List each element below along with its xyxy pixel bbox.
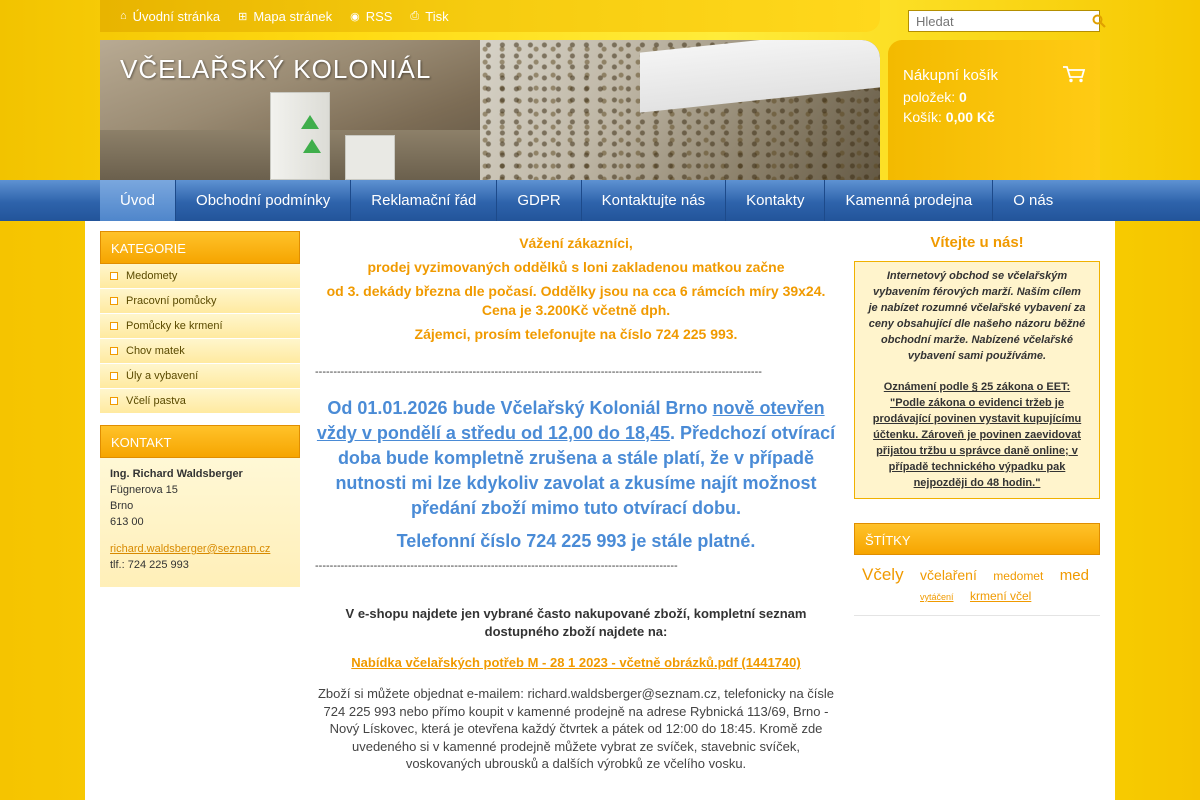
bullet-icon — [110, 347, 118, 355]
tag-link[interactable]: krmení včel — [969, 589, 1032, 603]
info-box — [854, 261, 1100, 499]
notice-text: Od 01.01.2026 bude Včelařský Koloniál Brno — [327, 398, 713, 418]
pdf-download-link[interactable]: Nabídka včelařských potřeb M - 28 1 2023 - včetně obrázků.pdf (1441740) — [351, 655, 801, 670]
bullet-icon — [110, 272, 118, 280]
tag-link[interactable]: vytáčení — [920, 592, 954, 602]
eshop-note: V e-shopu najdete jen vybrané často nakupované zboží, kompletní seznam dostupného zboží najdete na: — [345, 606, 807, 639]
cart-items-value: 0 — [959, 89, 967, 105]
nav-item-obchodni-podminky[interactable]: Obchodní podmínky — [176, 180, 351, 221]
toplink-print[interactable] — [410, 9, 448, 24]
contact-email-link[interactable]: richard.waldsberger@seznam.cz — [110, 543, 271, 555]
category-label: Pomůcky ke krmení — [126, 320, 223, 332]
tags-title: ŠTÍTKY — [854, 523, 1100, 555]
info-text: Internetový obchod se včelařským vybavením férových marží. Naším cílem je nabízet rozumné včelařské vybavení za ceny obsahující dle našeho názoru běžné obchodní marže. Nabízené včelařské vybavení sami používáme. — [868, 270, 1086, 362]
category-item-medomety[interactable] — [100, 264, 300, 289]
categories-title: KATEGORIE — [100, 231, 300, 264]
contact-box — [100, 458, 300, 587]
bullet-icon — [110, 397, 118, 405]
rss-icon: ◉ — [350, 10, 360, 23]
header-banner — [100, 40, 880, 180]
bullet-icon — [110, 372, 118, 380]
category-label: Chov matek — [126, 345, 185, 357]
category-item-pomucky-ke-krmeni[interactable] — [100, 314, 300, 339]
category-label: Úly a vybavení — [126, 370, 199, 382]
bullet-icon — [110, 297, 118, 305]
category-label: Medomety — [126, 270, 178, 282]
nav-item-kontaktujte-nas[interactable]: Kontaktujte nás — [582, 180, 726, 221]
tag-link[interactable]: medomet — [993, 569, 1044, 583]
contact-street: Fügnerova 15 — [110, 484, 178, 496]
nav-item-gdpr[interactable]: GDPR — [497, 180, 581, 221]
shopping-cart[interactable] — [888, 40, 1100, 180]
toplink-label: Tisk — [425, 8, 449, 24]
toplink-label: RSS — [365, 8, 393, 24]
category-item-pracovni-pomucky[interactable] — [100, 289, 300, 314]
search-box — [908, 10, 1100, 32]
contact-name: Ing. Richard Waldsberger — [110, 468, 243, 480]
toplink-sitemap[interactable] — [238, 9, 332, 24]
order-info: Zboží si můžete objednat e-mailem: richard.waldsberger@seznam.cz, telefonicky na čísle 724 225 993 nebo přímo koupit v kamenné prodejně na adrese Rybnická 113/69, Brno - Nový Lískovec, která je otevřena každý čtvrtek a pátek od 12:00 do 18:45. Kromě zde uvedeného si v kamenné prodejně můžete vybrat ze svíček, stavebnic svíček, voskovaných ubrousků a dalších výrobků ze včelího vosku. — [317, 686, 835, 771]
category-label: Pracovní pomůcky — [126, 295, 217, 307]
nav-item-uvod[interactable]: Úvod — [100, 180, 176, 221]
contact-phone: tlf.: 724 225 993 — [110, 559, 189, 571]
category-item-vceli-pastva[interactable] — [100, 389, 300, 414]
greeting: Vážení zákazníci, — [519, 235, 633, 251]
announcement-line: Zájemci, prosím telefonujte na číslo 724 225 993. — [414, 326, 738, 342]
welcome-heading: Vítejte u nás! — [930, 234, 1024, 251]
category-label: Včelí pastva — [126, 395, 186, 407]
toplink-label: Úvodní stránka — [132, 8, 221, 24]
opening-hours-notice — [315, 396, 837, 521]
cart-items-label: položek: — [903, 89, 956, 105]
search-input[interactable] — [909, 11, 1092, 31]
tag-link[interactable]: včelaření — [920, 567, 977, 583]
cart-items — [903, 89, 1100, 105]
cart-total — [903, 109, 1100, 125]
phone-notice: Telefonní číslo 724 225 993 je stále platné. — [396, 531, 756, 551]
toplink-home[interactable] — [120, 9, 220, 24]
main-content — [315, 231, 837, 773]
nav-item-reklamacni-rad[interactable]: Reklamační řád — [351, 180, 497, 221]
eet-notice: Oznámení podle § 25 zákona o EET: "Podle zákona o evidenci tržeb je prodávající povinen vystavit kupujícímu účtenku. Zároveň je povinen zaevidovat přijatou tržbu u správce daně online; v případě technického výpadku pak nejpozději do 48 hodin." — [872, 381, 1082, 489]
announcement-line: prodej vyzimovaných oddělků s loni zakladenou matkou začne — [367, 259, 785, 275]
cart-icon[interactable] — [1062, 65, 1086, 88]
cart-total-value: 0,00 Kč — [945, 109, 995, 125]
toplink-label: Mapa stránek — [253, 8, 333, 24]
contact-city: Brno — [110, 500, 134, 512]
home-icon: ⌂ — [120, 10, 127, 22]
category-item-chov-matek[interactable] — [100, 339, 300, 364]
tag-link[interactable]: med — [1059, 567, 1089, 584]
print-icon: ⎙ — [410, 9, 420, 22]
beehive-image — [345, 135, 395, 180]
tag-link[interactable]: Včely — [862, 565, 904, 584]
cart-total-label: Košík: — [903, 109, 942, 125]
hive-marker — [301, 115, 319, 129]
toplink-rss[interactable] — [350, 9, 392, 24]
nav-item-kamenna-prodejna[interactable]: Kamenná prodejna — [825, 180, 993, 221]
right-sidebar — [854, 231, 1100, 616]
category-list — [100, 264, 300, 414]
divider: -------------------------------------------------------------------------------------------------------------------------- — [315, 366, 762, 378]
nav-item-kontakty[interactable]: Kontakty — [726, 180, 825, 221]
nav-item-o-nas[interactable]: O nás — [1013, 192, 1054, 209]
top-links-bar — [100, 0, 880, 32]
category-item-uly-a-vybaveni[interactable] — [100, 364, 300, 389]
announcement-line: od 3. dekády března dle počasí. Oddělky jsou na cca 6 rámcích míry 39x24. Cena je 3.200Kč včetně dph. — [326, 283, 826, 318]
site-title[interactable]: VČELAŘSKÝ KOLONIÁL — [120, 54, 432, 84]
opening-hours-link[interactable]: nově otevřen vždy v pondělí a středu od 12,00 do 18,45 — [316, 398, 825, 443]
contact-zip: 613 00 — [110, 516, 144, 528]
hive-marker — [303, 139, 321, 153]
bullet-icon — [110, 322, 118, 330]
search-icon — [1092, 14, 1106, 28]
notice-text: . Předchozí otvírací doba bude kompletně zrušena a stále platí, že v případě nutnosti mi lze kdykoliv zavolat a zkusíme najít možnost předání zboží mimo tuto otvírací dobu. — [335, 423, 836, 518]
divider: --------------------------------------------------------------------------------------------------- — [315, 560, 678, 572]
sitemap-icon: ⊞ — [238, 10, 248, 23]
main-nav — [100, 180, 1100, 221]
beehive-image — [270, 92, 330, 180]
search-button[interactable] — [1092, 11, 1106, 31]
cart-title[interactable]: Nákupní košík — [903, 67, 999, 84]
left-sidebar — [100, 231, 300, 587]
tag-cloud — [854, 555, 1100, 616]
contact-title: KONTAKT — [100, 425, 300, 458]
